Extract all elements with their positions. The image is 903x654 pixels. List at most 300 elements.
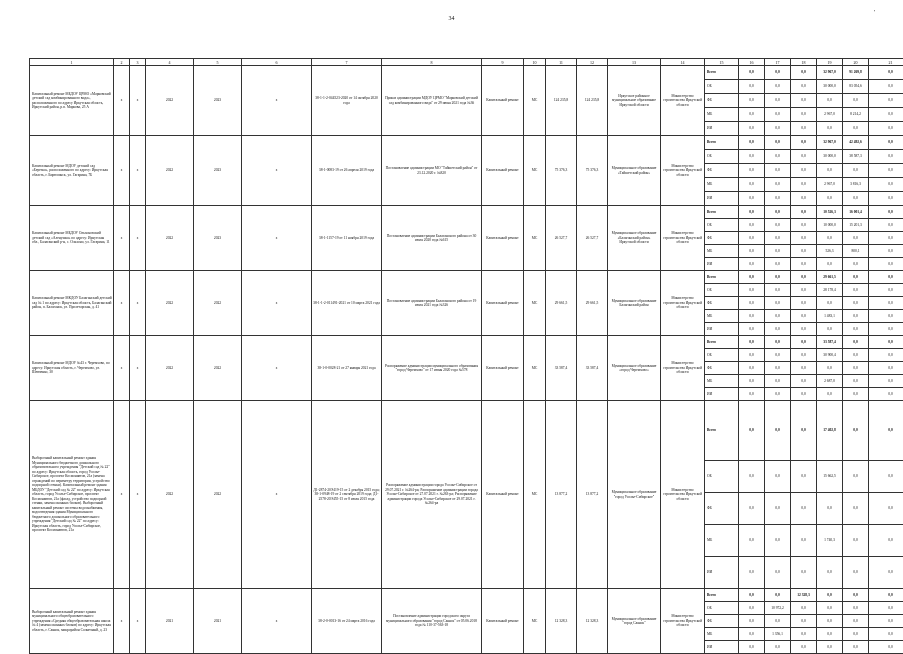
funding-amount-cell: 8 214,2 [843, 108, 869, 122]
funding-amount-cell: 0,0 [765, 349, 791, 362]
responsible-ministry-cell: Министерство строительства Иркутской области [661, 271, 705, 336]
funding-amount-cell: 0,0 [739, 388, 765, 401]
funding-source-label: ИИ [705, 323, 739, 336]
funding-amount-cell: 0,0 [765, 284, 791, 297]
funding-amount-cell: 0,0 [869, 349, 903, 362]
column-number: 17 [765, 59, 791, 66]
column-number: 1 [30, 59, 114, 66]
funding-amount-cell: 800,1 [843, 245, 869, 258]
column-number: 20 [843, 59, 869, 66]
funding-amount-cell: 0,0 [739, 219, 765, 232]
funding-amount-cell: 0,0 [739, 94, 765, 108]
col-2-cell: х [114, 271, 130, 336]
table-row [30, 401, 903, 461]
funding-amount-cell: 0,0 [739, 164, 765, 178]
start-year-cell: 2022 [146, 136, 194, 206]
funding-amount-cell: 0,0 [739, 589, 765, 602]
funding-amount-cell: 0,0 [739, 628, 765, 641]
funding-amount-cell: 0,0 [843, 461, 869, 493]
funding-amount-cell: 0,0 [739, 192, 765, 206]
municipality-cell: Муниципальное образование "город Усолье-Сибирское" [608, 401, 661, 589]
funding-source-label: МБ [705, 178, 739, 192]
end-year-cell: 2023 [194, 206, 242, 271]
funding-amount-cell: 0,0 [739, 245, 765, 258]
work-type-cell: Капитальный ремонт [482, 401, 524, 589]
funding-amount-cell: 0,0 [843, 602, 869, 615]
work-type-cell: Капитальный ремонт [482, 336, 524, 401]
estimated-cost-cell: 124 235,8 [546, 66, 577, 136]
funding-amount-cell: 0,0 [869, 615, 903, 628]
funding-amount-cell: 0,0 [843, 375, 869, 388]
decision-document-cell: Распоряжение администрации муниципального образования "город Черемхово" от 17 июня 2020 года №578 [382, 336, 482, 401]
funding-amount-cell: 0,0 [791, 641, 817, 654]
funding-amount-cell: 0,0 [817, 362, 843, 375]
funding-amount-cell: 0,0 [869, 136, 903, 150]
funding-source-label: МБ [705, 525, 739, 557]
funding-amount-cell: 0,0 [765, 641, 791, 654]
funding-amount-cell: 0,0 [791, 245, 817, 258]
funding-amount-cell: 1 740,3 [817, 525, 843, 557]
column-number: 13 [608, 59, 661, 66]
funding-amount-cell: 10 972,2 [765, 602, 791, 615]
funding-amount-cell: 0,0 [817, 641, 843, 654]
col-6-cell: х [242, 271, 312, 336]
funding-amount-cell: 0,0 [869, 271, 903, 284]
funding-amount-cell: 0,0 [765, 557, 791, 589]
funding-amount-cell: 0,0 [817, 232, 843, 245]
funding-amount-cell: 0,0 [817, 297, 843, 310]
funding-amount-cell: 0,0 [869, 362, 903, 375]
estimated-cost-cell: 26 527,7 [546, 206, 577, 271]
funding-amount-cell: 0,0 [739, 336, 765, 349]
funding-amount-cell: 0,0 [869, 401, 903, 461]
funding-amount-cell: 0,0 [869, 232, 903, 245]
col-6-cell: х [242, 66, 312, 136]
funding-source-label: Всего [705, 401, 739, 461]
funding-amount-cell: 0,0 [739, 375, 765, 388]
funding-amount-cell: 0,0 [765, 297, 791, 310]
funding-amount-cell: 0,0 [739, 310, 765, 323]
estimated-cost-cell: 29 661,5 [546, 271, 577, 336]
funding-amount-cell: 0,0 [765, 310, 791, 323]
col-6-cell: х [242, 589, 312, 654]
funding-amount-cell: 0,0 [739, 122, 765, 136]
funding-amount-cell: 0,0 [765, 525, 791, 557]
table-row [30, 336, 903, 349]
funding-amount-cell: 0,0 [739, 362, 765, 375]
responsible-ministry-cell: Министерство строительства Иркутской области [661, 589, 705, 654]
funding-amount-cell: 0,0 [843, 271, 869, 284]
work-type-cell: Капитальный ремонт [482, 66, 524, 136]
funding-source-label: ОБ [705, 150, 739, 164]
funding-amount-cell: 0,0 [843, 362, 869, 375]
page-number: 34 [0, 16, 903, 22]
funding-amount-cell: 0,0 [843, 310, 869, 323]
remaining-cost-cell: 29 661,5 [577, 271, 608, 336]
col-2-cell: х [114, 206, 130, 271]
funding-amount-cell: 0,0 [869, 589, 903, 602]
funding-amount-cell: 0,0 [791, 192, 817, 206]
funding-source-label: ОБ [705, 80, 739, 94]
column-number: 16 [739, 59, 765, 66]
funding-amount-cell: 0,0 [869, 336, 903, 349]
funding-amount-cell: 0,0 [791, 164, 817, 178]
funding-amount-cell: 0,0 [817, 388, 843, 401]
object-description: Выборочный капитальный ремонт здания Муниципального бюджетного дошкольного образовательного учреждения "Детский сад № 22" по адресу: Иркутская область, город Усолье-Сибирское, проспект Космонавтов, 21а (замена ограждений по периметру территории, устройство подпорной стенки). Капитальный ремонт здания МБДОУ "Детский сад № 22" по адресу: Иркутская область, город Усолье-Сибирское, проспект Космонавтов, 21а (фасад, устройство подпорной стенки, замена оконных блоков). Выборочный капитальный ремонт системы водоснабжения, водоотведения здания Муниципального бюджетного дошкольного образовательного учреждения "Детский сад № 22" по адресу: Иркутская область, город Усолье-Сибирское, проспект Космонавтов, 21а [30, 401, 114, 589]
expertise-conclusion-cell: 38-1-1-2-011491-2021 от 10 марта 2021 года [312, 271, 382, 336]
funding-amount-cell: 0,0 [739, 401, 765, 461]
col-2-cell: х [114, 589, 130, 654]
funding-amount-cell: 0,0 [791, 80, 817, 94]
funding-amount-cell: 0,0 [869, 178, 903, 192]
expertise-conclusion-cell: 38-1-1-2-044523-2020 от 14 октября 2020 года [312, 66, 382, 136]
responsible-ministry-cell: Министерство строительства Иркутской области [661, 401, 705, 589]
funding-amount-cell: 0,0 [843, 122, 869, 136]
funding-amount-cell: 0,0 [843, 401, 869, 461]
start-year-cell: 2022 [146, 401, 194, 589]
funding-source-label: ИИ [705, 557, 739, 589]
column-number: 10 [524, 59, 546, 66]
table-row [30, 206, 903, 219]
column-number: 14 [661, 59, 705, 66]
column-number-row [30, 59, 903, 66]
decision-document-cell: Приказ администрации МДОУ ЦРМО "Марковский детский сад комбинированного вида" от 29 июня 2021 года №36 [382, 66, 482, 136]
table-row [30, 66, 903, 80]
column-number: 18 [791, 59, 817, 66]
column-number: 19 [817, 59, 843, 66]
funding-amount-cell: 0,0 [869, 66, 903, 80]
funding-amount-cell: 0,0 [817, 192, 843, 206]
object-description: Капитальный ремонт МБДОУ Ольхоновский детский сад «Аленушка» по адресу: Иркутская обл., Балаганский р-н, с. Ольхоно, ул. Гагарина, 11 [30, 206, 114, 271]
funding-amount-cell: 0,0 [843, 192, 869, 206]
funding-source-label: ФБ [705, 94, 739, 108]
col-3-cell: х [130, 271, 146, 336]
funding-amount-cell: 15 201,3 [843, 219, 869, 232]
decision-document-cell: Распоряжение администрации города Усолье-Сибирское от 29.07.2021 г. №264-ра; Распоряжение администрации города Усолье-Сибирское от 27.07.2021 г. №263-ра; Распоряжение администрации города Усолье-Сибирское от 29.07.2021 г. №264-ра [382, 401, 482, 589]
funding-amount-cell: 32 967,0 [817, 66, 843, 80]
register-body [30, 66, 903, 654]
funding-amount-cell: 0,0 [791, 602, 817, 615]
start-year-cell: 2022 [146, 271, 194, 336]
funding-amount-cell: 0,0 [869, 602, 903, 615]
funding-amount-cell: 0,0 [739, 150, 765, 164]
corner-mark: ' [874, 10, 875, 16]
funding-amount-cell: 28 178,4 [817, 284, 843, 297]
col-3-cell: х [130, 401, 146, 589]
funding-amount-cell: 0,0 [843, 628, 869, 641]
column-number: 12 [577, 59, 608, 66]
funding-source-label: ФБ [705, 493, 739, 525]
funding-amount-cell: 0,0 [765, 192, 791, 206]
end-year-cell: 2022 [194, 401, 242, 589]
object-description: Капитальный ремонт МБДОУ ЦРМО «Марковский детский сад комбинированного вида», расположенного по адресу Иркутская область, Иркутский район, р.п. Маркова, 25 А [30, 66, 114, 136]
funding-amount-cell: 0,0 [739, 557, 765, 589]
col-2-cell: х [114, 136, 130, 206]
funding-amount-cell: 0,0 [869, 323, 903, 336]
col-2-cell: х [114, 401, 130, 589]
funding-amount-cell: 0,0 [765, 164, 791, 178]
funding-amount-cell: 0,0 [791, 232, 817, 245]
funding-amount-cell: 29 661,5 [817, 271, 843, 284]
funding-amount-cell: 0,0 [869, 493, 903, 525]
funding-amount-cell: 0,0 [739, 178, 765, 192]
funding-amount-cell: 30 000,0 [817, 80, 843, 94]
funding-amount-cell: 0,0 [791, 297, 817, 310]
funding-amount-cell: 0,0 [817, 602, 843, 615]
unit-cell: МС [524, 336, 546, 401]
funding-amount-cell: 0,0 [817, 94, 843, 108]
funding-amount-cell: 0,0 [765, 615, 791, 628]
funding-amount-cell: 0,0 [843, 493, 869, 525]
funding-amount-cell: 0,0 [765, 388, 791, 401]
col-6-cell: х [242, 336, 312, 401]
funding-amount-cell: 0,0 [843, 336, 869, 349]
funding-amount-cell: 0,0 [843, 164, 869, 178]
funding-amount-cell: 0,0 [817, 628, 843, 641]
funding-amount-cell: 0,0 [869, 297, 903, 310]
funding-amount-cell: 0,0 [869, 219, 903, 232]
municipality-cell: Муниципальное образование "город Саянск" [608, 589, 661, 654]
column-number: 2 [114, 59, 130, 66]
expertise-conclusion-cell: 38-1-0083-19 от 26 апреля 2019 года [312, 136, 382, 206]
column-number: 4 [146, 59, 194, 66]
end-year-cell: 2023 [194, 66, 242, 136]
funding-amount-cell: 0,0 [765, 589, 791, 602]
funding-amount-cell: 0,0 [765, 323, 791, 336]
start-year-cell: 2022 [146, 206, 194, 271]
funding-amount-cell: 0,0 [869, 310, 903, 323]
remaining-cost-cell: 12 328,3 [577, 589, 608, 654]
funding-amount-cell: 0,0 [791, 136, 817, 150]
municipality-cell: Муниципальное образование «Тайшетский район» [608, 136, 661, 206]
col-3-cell: х [130, 66, 146, 136]
funding-source-label: ФБ [705, 232, 739, 245]
decision-document-cell: Постановление администрации МО "Тайшетский район" от 23.12.2020 г. №820 [382, 136, 482, 206]
column-number: 8 [382, 59, 482, 66]
funding-amount-cell: 0,0 [869, 375, 903, 388]
funding-amount-cell: 0,0 [739, 80, 765, 94]
funding-amount-cell: 10 000,0 [817, 219, 843, 232]
column-number: 5 [194, 59, 242, 66]
funding-amount-cell: 2 687,0 [817, 375, 843, 388]
funding-amount-cell: 0,0 [739, 297, 765, 310]
funding-amount-cell: 0,0 [791, 150, 817, 164]
funding-amount-cell: 0,0 [765, 80, 791, 94]
funding-amount-cell: 0,0 [791, 349, 817, 362]
funding-amount-cell: 0,0 [791, 323, 817, 336]
municipality-cell: Иркутское районное муниципальное образование Иркутской области [608, 66, 661, 136]
decision-document-cell: Постановление администрации Балаганского района от 30 июля 2020 года №615 [382, 206, 482, 271]
col-6-cell: х [242, 206, 312, 271]
funding-amount-cell: 0,0 [739, 271, 765, 284]
funding-amount-cell: 0,0 [739, 258, 765, 271]
funding-amount-cell: 0,0 [817, 493, 843, 525]
end-year-cell: 2021 [194, 589, 242, 654]
unit-cell: МС [524, 206, 546, 271]
funding-amount-cell: 0,0 [765, 66, 791, 80]
funding-amount-cell: 0,0 [869, 122, 903, 136]
funding-amount-cell: 0,0 [869, 206, 903, 219]
funding-source-label: ОБ [705, 349, 739, 362]
funding-amount-cell: 0,0 [739, 206, 765, 219]
funding-amount-cell: 0,0 [791, 401, 817, 461]
funding-amount-cell: 0,0 [765, 219, 791, 232]
object-description: Капитальный ремонт МКДОУ Балаганский детский сад № 1 по адресу: Иркутская область, Балаганский район, п. Балаганск, ул. Пролетарская, д. 41 [30, 271, 114, 336]
funding-source-label: ОБ [705, 284, 739, 297]
expertise-conclusion-cell: 38-1-0-0028-21 от 27 января 2021 года [312, 336, 382, 401]
funding-amount-cell: 0,0 [791, 108, 817, 122]
funding-amount-cell: 0,0 [765, 461, 791, 493]
funding-source-label: МБ [705, 628, 739, 641]
funding-amount-cell: 0,0 [791, 615, 817, 628]
column-number: 21 [869, 59, 903, 66]
funding-amount-cell: 0,0 [817, 615, 843, 628]
funding-amount-cell: 0,0 [739, 284, 765, 297]
work-type-cell: Капитальный ремонт [482, 206, 524, 271]
end-year-cell: 2023 [194, 136, 242, 206]
funding-amount-cell: 0,0 [791, 122, 817, 136]
funding-amount-cell: 0,0 [817, 557, 843, 589]
funding-amount-cell: 0,0 [843, 297, 869, 310]
funding-amount-cell: 0,0 [843, 525, 869, 557]
funding-amount-cell: 0,0 [843, 258, 869, 271]
unit-cell: МС [524, 136, 546, 206]
funding-amount-cell: 2 967,0 [817, 108, 843, 122]
funding-amount-cell: 0,0 [765, 362, 791, 375]
funding-amount-cell: 42 492,6 [843, 136, 869, 150]
object-description: Капитальный ремонт МДОУ детский сад «Березка», расположенного по адресу: Иркутская область, г. Бирюсинск, ул. Гагарина, 7Б [30, 136, 114, 206]
funding-amount-cell: 38 587,3 [843, 150, 869, 164]
funding-amount-cell: 0,0 [739, 349, 765, 362]
funding-source-label: ИИ [705, 192, 739, 206]
start-year-cell: 2022 [146, 336, 194, 401]
funding-amount-cell: 0,0 [739, 108, 765, 122]
funding-amount-cell: 0,0 [791, 271, 817, 284]
funding-source-label: МБ [705, 108, 739, 122]
funding-amount-cell: 0,0 [869, 388, 903, 401]
object-description: Выборочный капитальный ремонт здания муниципального общеобразовательного учреждения «Средняя общеобразовательная школа № 4 (замена оконных блоков) по адресу: Иркутская область, г. Саянск, микрорайон Солнечный, д. 23 [30, 589, 114, 654]
funding-source-label: ИИ [705, 388, 739, 401]
funding-amount-cell: 0,0 [869, 80, 903, 94]
decision-document-cell: Постановление администрации Балаганского района от 19 июля 2021 года №326 [382, 271, 482, 336]
object-description: Капитальный ремонт МДОУ №43 г. Черемхово, по адресу: Иркутская область, г. Черемхово, ул. Шевченко, 30 [30, 336, 114, 401]
funding-amount-cell: 0,0 [765, 493, 791, 525]
funding-source-label: ФБ [705, 362, 739, 375]
remaining-cost-cell: 75 376,3 [577, 136, 608, 206]
column-number: 9 [482, 59, 524, 66]
funding-amount-cell: 0,0 [817, 164, 843, 178]
funding-amount-cell: 0,0 [765, 401, 791, 461]
funding-amount-cell: 526,3 [817, 245, 843, 258]
funding-amount-cell: 0,0 [739, 323, 765, 336]
funding-amount-cell: 10 526,3 [817, 206, 843, 219]
col-3-cell: х [130, 336, 146, 401]
funding-amount-cell: 0,0 [739, 232, 765, 245]
funding-source-label: Всего [705, 66, 739, 80]
funding-amount-cell: 30 000,0 [817, 150, 843, 164]
work-type-cell: Капитальный ремонт [482, 589, 524, 654]
funding-source-label: ФБ [705, 164, 739, 178]
funding-source-label: Всего [705, 271, 739, 284]
funding-amount-cell: 0,0 [739, 136, 765, 150]
funding-amount-cell: 0,0 [869, 150, 903, 164]
funding-amount-cell: 0,0 [765, 245, 791, 258]
col-6-cell: х [242, 401, 312, 589]
funding-amount-cell: 0,0 [817, 323, 843, 336]
funding-amount-cell: 0,0 [869, 461, 903, 493]
funding-amount-cell: 0,0 [739, 461, 765, 493]
expertise-conclusion-cell: 38-2-0-0013-16 от 24 марта 2016 года [312, 589, 382, 654]
funding-amount-cell: 0,0 [791, 461, 817, 493]
funding-amount-cell: 15 662,5 [817, 461, 843, 493]
funding-source-label: МБ [705, 245, 739, 258]
funding-amount-cell: 0,0 [869, 192, 903, 206]
funding-amount-cell: 0,0 [765, 94, 791, 108]
expertise-conclusion-cell: Д1-2874-20Э419-15 от 2 декабря 2015 года; 38-1-0948-19 от 2 сентября 2019 года; Д1-2578-20Э455-15 от 8 июля 2015 года [312, 401, 382, 589]
funding-source-label: ИИ [705, 641, 739, 654]
unit-cell: МС [524, 66, 546, 136]
column-number: 3 [130, 59, 146, 66]
funding-amount-cell: 32 967,0 [817, 136, 843, 150]
funding-amount-cell: 91 269,8 [843, 66, 869, 80]
work-type-cell: Капитальный ремонт [482, 136, 524, 206]
unit-cell: МС [524, 401, 546, 589]
estimated-cost-cell: 75 376,3 [546, 136, 577, 206]
funding-amount-cell: 0,0 [791, 362, 817, 375]
work-type-cell: Капитальный ремонт [482, 271, 524, 336]
funding-source-label: ИИ [705, 122, 739, 136]
funding-amount-cell: 0,0 [869, 628, 903, 641]
funding-source-label: Всего [705, 589, 739, 602]
funding-amount-cell: 0,0 [765, 150, 791, 164]
funding-amount-cell: 0,0 [765, 178, 791, 192]
col-2-cell: х [114, 66, 130, 136]
funding-amount-cell: 0,0 [869, 557, 903, 589]
decision-document-cell: Постановление администрации городского округа муниципального образования "город Саянск" от 05.06.2018 года № 110-37-563-18 [382, 589, 482, 654]
funding-amount-cell: 0,0 [739, 66, 765, 80]
estimated-cost-cell: 12 328,3 [546, 589, 577, 654]
funding-amount-cell: 0,0 [869, 164, 903, 178]
funding-amount-cell: 0,0 [765, 136, 791, 150]
expertise-conclusion-cell: 38-1-1157-19 от 11 ноября 2019 года [312, 206, 382, 271]
funding-source-label: ОБ [705, 461, 739, 493]
responsible-ministry-cell: Министерство строительства Иркутской области [661, 136, 705, 206]
remaining-cost-cell: 13 877,2 [577, 401, 608, 589]
column-number: 15 [705, 59, 739, 66]
funding-amount-cell: 2 967,0 [817, 178, 843, 192]
funding-amount-cell: 30 900,4 [817, 349, 843, 362]
funding-source-label: ОБ [705, 219, 739, 232]
responsible-ministry-cell: Министерство строительства Иркутской области [661, 66, 705, 136]
col-6-cell: х [242, 136, 312, 206]
funding-amount-cell: 0,0 [869, 525, 903, 557]
funding-amount-cell: 0,0 [791, 94, 817, 108]
funding-amount-cell: 0,0 [869, 108, 903, 122]
funding-amount-cell: 0,0 [791, 628, 817, 641]
column-number: 6 [242, 59, 312, 66]
table-row [30, 589, 903, 602]
funding-amount-cell: 0,0 [791, 388, 817, 401]
col-2-cell: х [114, 336, 130, 401]
funding-source-label: Всего [705, 336, 739, 349]
funding-amount-cell: 0,0 [791, 525, 817, 557]
responsible-ministry-cell: Министерство строительства Иркутской области [661, 206, 705, 271]
start-year-cell: 2021 [146, 589, 194, 654]
funding-amount-cell: 0,0 [869, 284, 903, 297]
funding-source-label: ФБ [705, 615, 739, 628]
col-3-cell: х [130, 589, 146, 654]
end-year-cell: 2022 [194, 336, 242, 401]
